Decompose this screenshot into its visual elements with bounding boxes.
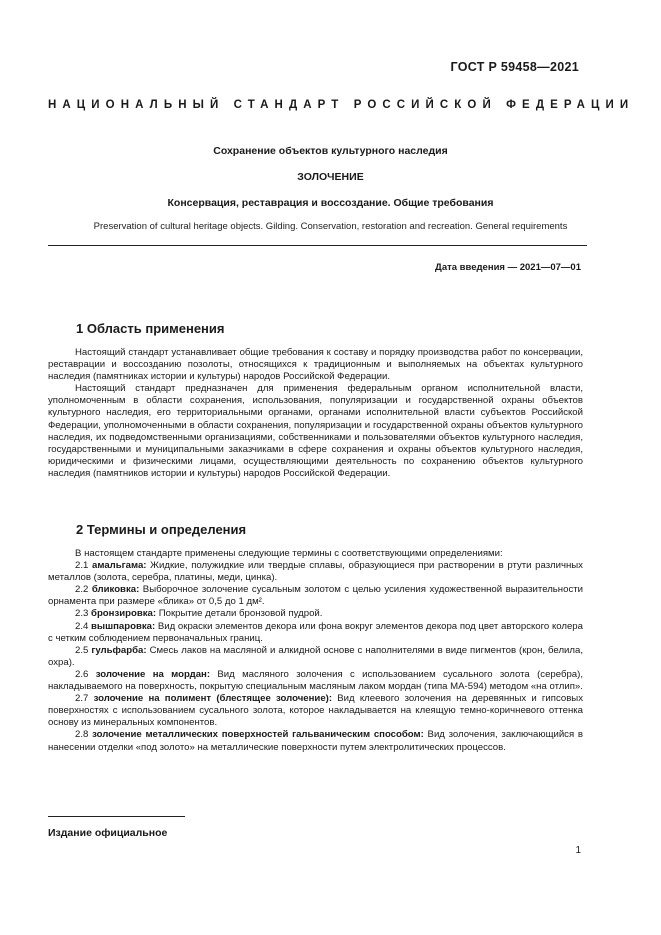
section-heading-scope: 1 Область применения [76, 321, 225, 336]
term-number: 2.4 [75, 620, 89, 632]
title-divider [48, 245, 587, 246]
section-heading-terms: 2 Термины и определения [76, 522, 247, 537]
section-body-terms [48, 548, 583, 754]
page-number: 1 [575, 845, 581, 856]
term-entry [48, 621, 583, 645]
term-entry [48, 584, 583, 608]
term-entry [48, 669, 583, 693]
footer-divider [48, 816, 185, 817]
term-entry [48, 693, 583, 729]
term-name: бликовка: [91, 584, 140, 596]
term-number: 2.2 [75, 584, 89, 596]
term-name: вышпаровка: [91, 620, 156, 632]
term-definition: Жидкие, полужидкие или твердые сплавы, образующиеся при растворении в ртути различных металлов (золота, серебра, платины, меди, цинка). [48, 560, 583, 584]
term-entry [48, 560, 583, 584]
term-definition: Вид золочения, заключающийся в нанесении отделки «под золото» на металлические поверхности путем электролитических процессов. [48, 729, 583, 753]
term-entry [48, 645, 583, 669]
term-number: 2.8 [75, 729, 89, 741]
term-name: золочение на мордан: [95, 668, 211, 680]
term-definition: Вид окраски элементов декора или фона вокруг элементов декора под цвет авторского колера с четким соблюдением первоначальных границ. [48, 620, 583, 644]
date-of-introduction: Дата введения — 2021—07—01 [435, 262, 581, 273]
term-number: 2.6 [75, 668, 89, 680]
term-name: золочение металлических поверхностей гальваническим способом: [92, 729, 424, 741]
gost-number: ГОСТ Р 59458—2021 [450, 60, 579, 74]
official-edition-label: Издание официальное [48, 827, 168, 839]
term-name: гульфарба: [91, 644, 147, 656]
terms-intro: В настоящем стандарте применены следующие термины с соответствующими определениями: [75, 548, 503, 559]
term-name: бронзировка: [91, 608, 157, 620]
paragraph: Настоящий стандарт устанавливает общие требования к составу и порядку производства работ по консервации, реставрации и воссозданию позолоты, относящихся к традиционным и выполняемых на объектах культурного наследия (памятниках истории и культуры) народов Российской Федерации. [48, 347, 583, 383]
document-subject: Сохранение объектов культурного наследия [213, 145, 448, 157]
term-definition: Вид клеевого золочения на деревянных и гипсовых поверхностях с использованием сусального золота, которое накладывается на клеящую темно-коричневого оттенка основу из минеральных компонентов. [48, 693, 583, 729]
term-definition: Смесь лаков на масляной и алкидной основе с наполнителями в виде пигментов (крон, белила, охра). [48, 644, 584, 668]
document-main-title: ЗОЛОЧЕНИЕ [297, 171, 364, 183]
english-title: Preservation of cultural heritage objects. Gilding. Conservation, restoration and recreation. General requirements [93, 221, 568, 232]
term-entry [48, 608, 583, 620]
term-definition: Выборочное золочение сусальным золотом с целью усиления художественной выразительности орнамента при размере «блика» от 0,5 до 1 дм². [48, 584, 583, 608]
term-name: амальгама: [92, 560, 147, 572]
term-number: 2.1 [75, 560, 89, 572]
term-number: 2.3 [75, 608, 89, 620]
term-name: золочение на полимент (блестящее золочение): [93, 693, 333, 705]
term-entry [48, 729, 583, 753]
term-number: 2.5 [75, 644, 89, 656]
term-definition: Вид масляного золочения с использованием сусального золота (серебра), накладываемого на поверхность, покрытую специальным масляным лаком мордан (типа МА-594) методом «на отлип». [48, 668, 583, 693]
section-body-scope [48, 347, 583, 480]
term-definition: Покрытие детали бронзовой пудрой. [158, 608, 323, 620]
paragraph: Настоящий стандарт предназначен для применения федеральным органом исполнительной власти, уполномоченным в области сохранения, использования, популяризации и государственной охраны объектов культурного наследия, его территориальными органами, органами исполнительной власти субъектов Российской Федерации, уполномоченными в области сохранения, популяризации и государственной охраны объектов культурного наследия, их подведомственными организациями, собственниками и пользователями объектов культурного наследия, государственными и муниципальными заказчиками в сфере сохранения и охраны объектов культурного наследия, юридическими и физическими лицами, осуществляющими деятельность по сохранению объектов культурного наследия (памятников истории и культуры) народов Российской Федерации. [48, 383, 583, 479]
document-subtitle: Консервация, реставрация и воссоздание. Общие требования [167, 197, 494, 209]
national-standard-title: НАЦИОНАЛЬНЫЙ СТАНДАРТ РОССИЙСКОЙ ФЕДЕРАЦИИ [48, 99, 635, 111]
term-number: 2.7 [75, 693, 89, 705]
